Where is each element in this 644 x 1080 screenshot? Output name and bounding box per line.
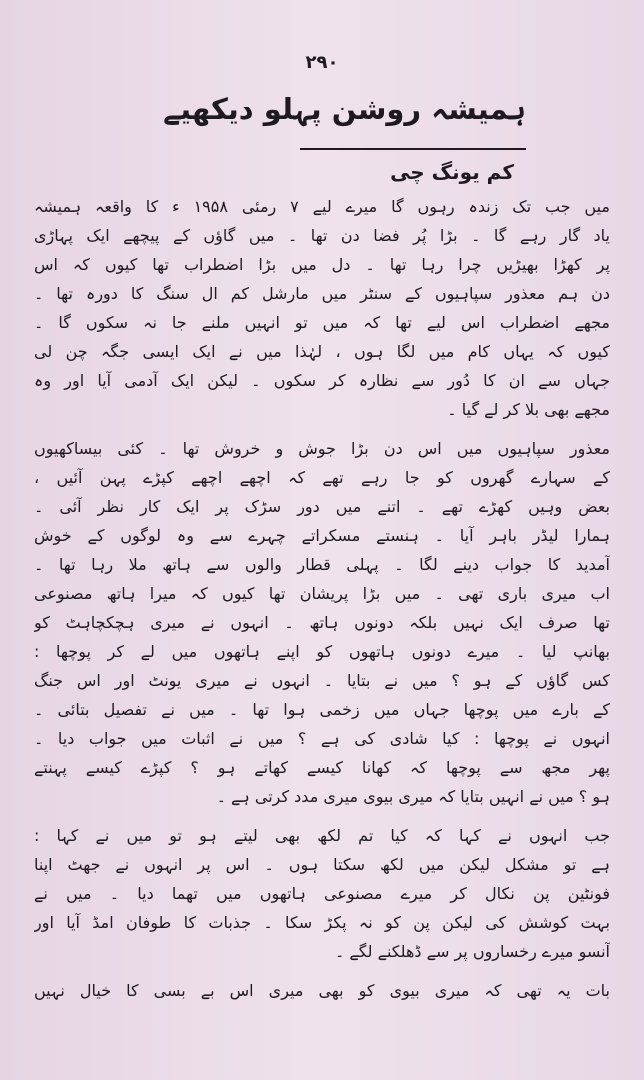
text-line: معذور سپاہیوں میں اس دن بڑا جوش و خروش تھا ۔ کئی بیساکھیوں <box>34 439 610 458</box>
paragraph <box>34 976 610 1005</box>
text-line: یاد گار رہے گا ۔ بڑا پُر فضا دن تھا ۔ میں گاؤں کے پیچھے ایک پہاڑی <box>34 226 610 245</box>
page-number: ۲۹۰ <box>305 52 339 73</box>
text-line: بہت کوشش کی لیکن پن کو نہ پکڑ سکا ۔ جذبات کا طوفان امڈ آیا اور <box>34 913 610 932</box>
text-line: کے بارے میں پوچھا جہاں میں زخمی ہوا تھا ۔ میں نے تفصیل بتائی ۔ <box>34 700 610 719</box>
text-line: جب انہوں نے کہا کہ کیا تم لکھ بھی لیتے ہو تو میں نے کہا : <box>34 826 610 845</box>
text-line: ہو ؟ میں نے انہیں بتایا کہ میری بیوی میری مدد کرتی ہے ۔ <box>216 787 610 806</box>
text-line: اب میری باری تھی ۔ میں بڑا پریشان تھا کیوں کہ میرا ہاتھ مصنوعی <box>34 584 610 603</box>
text-line: بات یہ تھی کہ میری بیوی کو بھی میری اس بے بسی کا خیال نہیں <box>34 981 610 1000</box>
text-line: بعض وہیں کھڑے تھے ۔ اتنے میں دور سڑک پر ایک کار نظر آئی ۔ <box>34 497 610 516</box>
text-line: جہاں سے ان کا دُور سے نظارہ کر سکوں ۔ لیکن ایک آدمی آیا اور وہ <box>34 371 610 390</box>
title-underline <box>300 148 526 150</box>
text-line: میں جب تک زندہ رہوں گا میرے لیے ۷ رمئی ۱۹۵۸ ء کا واقعہ ہمیشہ <box>34 197 610 216</box>
text-line: آنسو میرے رخساروں پر سے ڈھلکنے لگے ۔ <box>334 942 610 961</box>
text-line: کے سہارے گھروں کو جا رہے تھے کہ اچھے اچھے کپڑے پہن آئیں ، <box>34 468 610 487</box>
text-line: کیوں کہ یہاں کام میں لگا ہوں ، لہٰذا میں نے ایک ایسی جگہ چن لی <box>34 342 610 361</box>
text-line: پر کھڑا بھیڑیں چرا رہا تھا ۔ دل میں بڑا اضطراب تھا کیوں کہ اس <box>34 255 610 274</box>
text-line: مجھے بھی بلا کر لے گیا ۔ <box>447 400 610 419</box>
text-line: تھا صرف ایک نہیں بلکہ دونوں ہاتھ ۔ انہوں نے میری ہچکچاہٹ کو <box>34 613 610 632</box>
text-line: فونٹین پن نکال کر میرے مصنوعی ہاتھوں میں تھما دیا ۔ میں نے <box>34 884 610 903</box>
text-line: ہمارا لیڈر باہر آیا ۔ ہنستے مسکراتے چہرے سے وہ لوگوں کے خوش <box>34 526 610 545</box>
text-line: دن ہم معذور سپاہیوں کے سنٹر میں مارشل کم ال سنگ کا دورہ تھا ۔ <box>34 284 610 303</box>
author-name: کم یونگ چی <box>390 160 514 184</box>
text-line: پھر مجھ سے پوچھا کہ کھانا کیسے کھاتے ہو ؟ کپڑے کیسے پہنتے <box>34 758 610 777</box>
paragraph <box>34 192 610 424</box>
text-line: کس گاؤں کے ہو ؟ میں نے بتایا ۔ انہوں نے میری یونٹ اور اس جنگ <box>34 671 610 690</box>
text-line: ہے تو مشکل لیکن میں لکھ سکتا ہوں ۔ اس پر انہوں نے جھٹ اپنا <box>34 855 610 874</box>
article-body <box>34 192 610 1005</box>
chapter-title: ہمیشہ روشن پہلو دیکھیے <box>163 92 526 126</box>
text-line: بھانپ لیا ۔ میرے دونوں ہاتھوں کو اپنے ہاتھوں میں لے کر پوچھا : <box>34 642 610 661</box>
text-line: آمدید کا جواب دینے لگا ۔ پہلی قطار والوں سے ہاتھ ملا رہا تھا ۔ <box>34 555 610 574</box>
paragraph <box>34 434 610 811</box>
text-line: مجھے اضطراب اس لیے تھا کہ میں تو انہیں ملنے جا نہ سکوں گا ۔ <box>34 313 610 332</box>
paragraph <box>34 821 610 966</box>
text-line: انہوں نے پوچھا : کیا شادی کی ہے ؟ میں نے اثبات میں جواب دیا ۔ <box>34 729 610 748</box>
